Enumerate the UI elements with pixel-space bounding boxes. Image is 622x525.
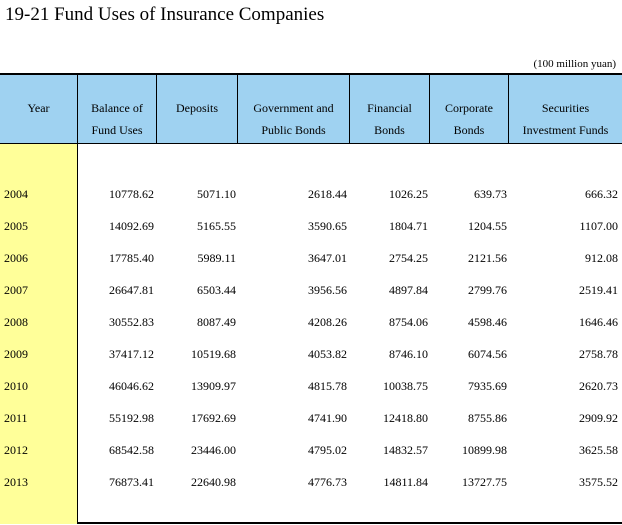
value-cell: 37417.12	[109, 347, 154, 361]
value-cell: 13727.75	[462, 475, 507, 489]
value-cell: 1026.25	[389, 187, 428, 201]
table-row	[0, 471, 622, 493]
column-header-3	[238, 75, 350, 143]
table-row	[0, 439, 622, 461]
value-cell: 912.08	[585, 251, 618, 265]
value-cell: 4795.02	[308, 443, 347, 457]
table-row	[0, 311, 622, 333]
value-cell: 3647.01	[308, 251, 347, 265]
value-cell: 12418.80	[383, 411, 428, 425]
table-row	[0, 247, 622, 269]
column-header-5	[430, 75, 509, 143]
value-cell: 8754.06	[389, 315, 428, 329]
year-cell: 2013	[4, 475, 28, 489]
table-row	[0, 215, 622, 237]
value-cell: 4776.73	[308, 475, 347, 489]
year-cell: 2010	[4, 379, 28, 393]
year-cell: 2011	[4, 411, 28, 425]
value-cell: 8746.10	[389, 347, 428, 361]
value-cell: 639.73	[474, 187, 507, 201]
column-header-line: Financial	[367, 101, 412, 115]
value-cell: 55192.98	[109, 411, 154, 425]
value-cell: 1804.71	[389, 219, 428, 233]
year-cell: 2008	[4, 315, 28, 329]
value-cell: 2754.25	[389, 251, 428, 265]
column-header-line: Public Bonds	[261, 123, 326, 137]
column-header-line: Year	[27, 101, 50, 115]
value-cell: 10519.68	[191, 347, 236, 361]
value-cell: 5165.55	[197, 219, 236, 233]
value-cell: 4053.82	[308, 347, 347, 361]
value-cell: 4815.78	[308, 379, 347, 393]
value-cell: 5071.10	[197, 187, 236, 201]
value-cell: 22640.98	[191, 475, 236, 489]
value-cell: 2758.78	[579, 347, 618, 361]
column-header-line: Corporate	[445, 101, 493, 115]
value-cell: 6074.56	[468, 347, 507, 361]
column-header-line: Government and	[253, 101, 334, 115]
value-cell: 10038.75	[383, 379, 428, 393]
value-cell: 2799.76	[468, 283, 507, 297]
value-cell: 30552.83	[109, 315, 154, 329]
table-header	[0, 75, 622, 144]
value-cell: 3575.52	[579, 475, 618, 489]
column-header-line: Fund Uses	[91, 123, 143, 137]
column-header-0	[0, 75, 78, 143]
table-row	[0, 407, 622, 429]
column-header-2	[157, 75, 238, 143]
value-cell: 2121.56	[468, 251, 507, 265]
value-cell: 17692.69	[191, 411, 236, 425]
value-cell: 8087.49	[197, 315, 236, 329]
table-row	[0, 183, 622, 205]
value-cell: 23446.00	[191, 443, 236, 457]
table-row	[0, 375, 622, 397]
value-cell: 8755.86	[468, 411, 507, 425]
table-row	[0, 343, 622, 365]
value-cell: 10899.98	[462, 443, 507, 457]
value-cell: 14092.69	[109, 219, 154, 233]
fund-uses-table	[0, 73, 622, 524]
value-cell: 4897.84	[389, 283, 428, 297]
value-cell: 3956.56	[308, 283, 347, 297]
column-header-6	[509, 75, 622, 143]
year-cell: 2005	[4, 219, 28, 233]
year-cell: 2012	[4, 443, 28, 457]
unit-label: (100 million yuan)	[533, 58, 616, 70]
value-cell: 26647.81	[109, 283, 154, 297]
value-cell: 2620.73	[579, 379, 618, 393]
page-title: 19-21 Fund Uses of Insurance Companies	[5, 4, 325, 25]
year-cell: 2006	[4, 251, 28, 265]
year-cell: 2007	[4, 283, 28, 297]
column-header-line: Balance of	[91, 101, 143, 115]
table-row	[0, 279, 622, 301]
value-cell: 6503.44	[197, 283, 236, 297]
value-cell: 666.32	[585, 187, 618, 201]
value-cell: 5989.11	[197, 251, 236, 265]
value-cell: 13909.97	[191, 379, 236, 393]
column-header-line: Bonds	[453, 123, 485, 137]
value-cell: 2909.92	[579, 411, 618, 425]
value-cell: 1107.00	[579, 219, 618, 233]
value-cell: 14832.57	[383, 443, 428, 457]
value-cell: 4741.90	[308, 411, 347, 425]
column-header-1	[78, 75, 157, 143]
column-header-line: Bonds	[374, 123, 405, 137]
column-header-line: Investment Funds	[522, 123, 609, 137]
value-cell: 17785.40	[109, 251, 154, 265]
value-cell: 3625.58	[579, 443, 618, 457]
value-cell: 3590.65	[308, 219, 347, 233]
column-header-line: Deposits	[176, 101, 218, 115]
value-cell: 10778.62	[109, 187, 154, 201]
value-cell: 14811.84	[383, 475, 428, 489]
year-cell: 2009	[4, 347, 28, 361]
year-cell: 2004	[4, 187, 28, 201]
value-cell: 4208.26	[308, 315, 347, 329]
value-cell: 1646.46	[579, 315, 618, 329]
value-cell: 1204.55	[468, 219, 507, 233]
value-cell: 4598.46	[468, 315, 507, 329]
value-cell: 68542.58	[109, 443, 154, 457]
value-cell: 2618.44	[308, 187, 347, 201]
column-header-4	[350, 75, 430, 143]
value-cell: 46046.62	[109, 379, 154, 393]
value-cell: 2519.41	[579, 283, 618, 297]
column-header-line: Securities	[541, 101, 590, 115]
value-cell: 7935.69	[468, 379, 507, 393]
value-cell: 76873.41	[109, 475, 154, 489]
